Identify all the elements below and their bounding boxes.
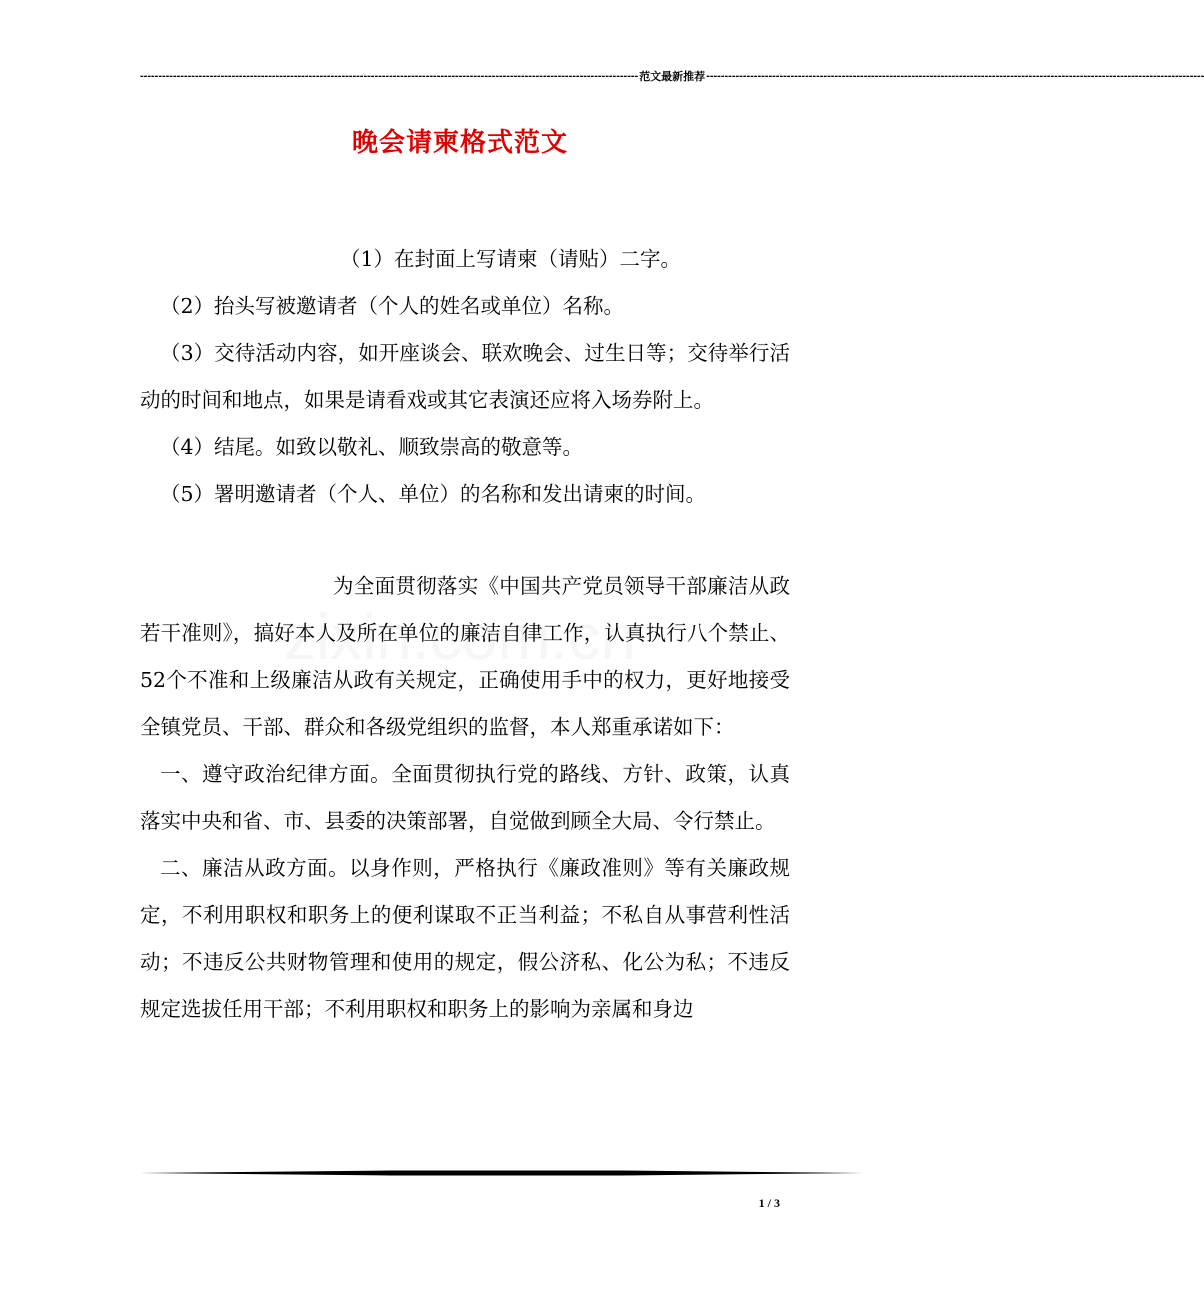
paragraph-item-4: （4）结尾。如致以敬礼、顺致崇高的敬意等。 <box>160 435 584 459</box>
header-label: 范文最新推荐 <box>639 71 706 83</box>
section-gap <box>140 518 790 563</box>
header-dash-left: ---------------------------------------------------------------------------------------------------------------------------------------- <box>140 70 639 82</box>
paragraph-item-2: （2）抬头写被邀请者（个人的姓名或单位）名称。 <box>160 294 625 318</box>
paragraph-intro: 为全面贯彻落实《中国共产党员领导干部廉洁从政若干准则》，搞好本人及所在单位的廉洁自律工作，认真执行八个禁止、52个不准和上级廉洁从政有关规定，正确使用手中的权力，更好地接受全镇党员、干部、群众和各级党组织的监督，本人郑重承诺如下： <box>140 574 790 739</box>
document-body <box>140 236 790 1033</box>
document-title: 晚会请柬格式范文 <box>351 128 568 158</box>
page-number: 1 / 3 <box>758 1196 780 1210</box>
footer-rule <box>140 1164 864 1184</box>
page-header <box>140 68 1204 84</box>
paragraph-item-1: （1）在封面上写请柬（请贴）二字。 <box>340 247 682 271</box>
paragraph-item-3: （3）交待活动内容，如开座谈会、联欢晚会、过生日等；交待举行活动的时间和地点，如果是请看戏或其它表演还应将入场券附上。 <box>140 341 790 412</box>
paragraph-item-5: （5）署明邀请者（个人、单位）的名称和发出请柬的时间。 <box>160 482 707 506</box>
header-dash-right: ---------------------------------------------------------------------------------------------------------------------------------------- <box>706 70 1204 82</box>
paragraph-point-2: 二、廉洁从政方面。以身作则，严格执行《廉政准则》等有关廉政规定，不利用职权和职务上的便利谋取不正当利益；不私自从事营利性活动；不违反公共财物管理和使用的规定，假公济私、化公为私；不违反规定选拔任用干部；不利用职权和职务上的影响为亲属和身边 <box>140 856 790 1021</box>
paragraph-point-1: 一、遵守政治纪律方面。全面贯彻执行党的路线、方针、政策，认真落实中央和省、市、县委的决策部署，自觉做到顾全大局、令行禁止。 <box>140 762 790 833</box>
